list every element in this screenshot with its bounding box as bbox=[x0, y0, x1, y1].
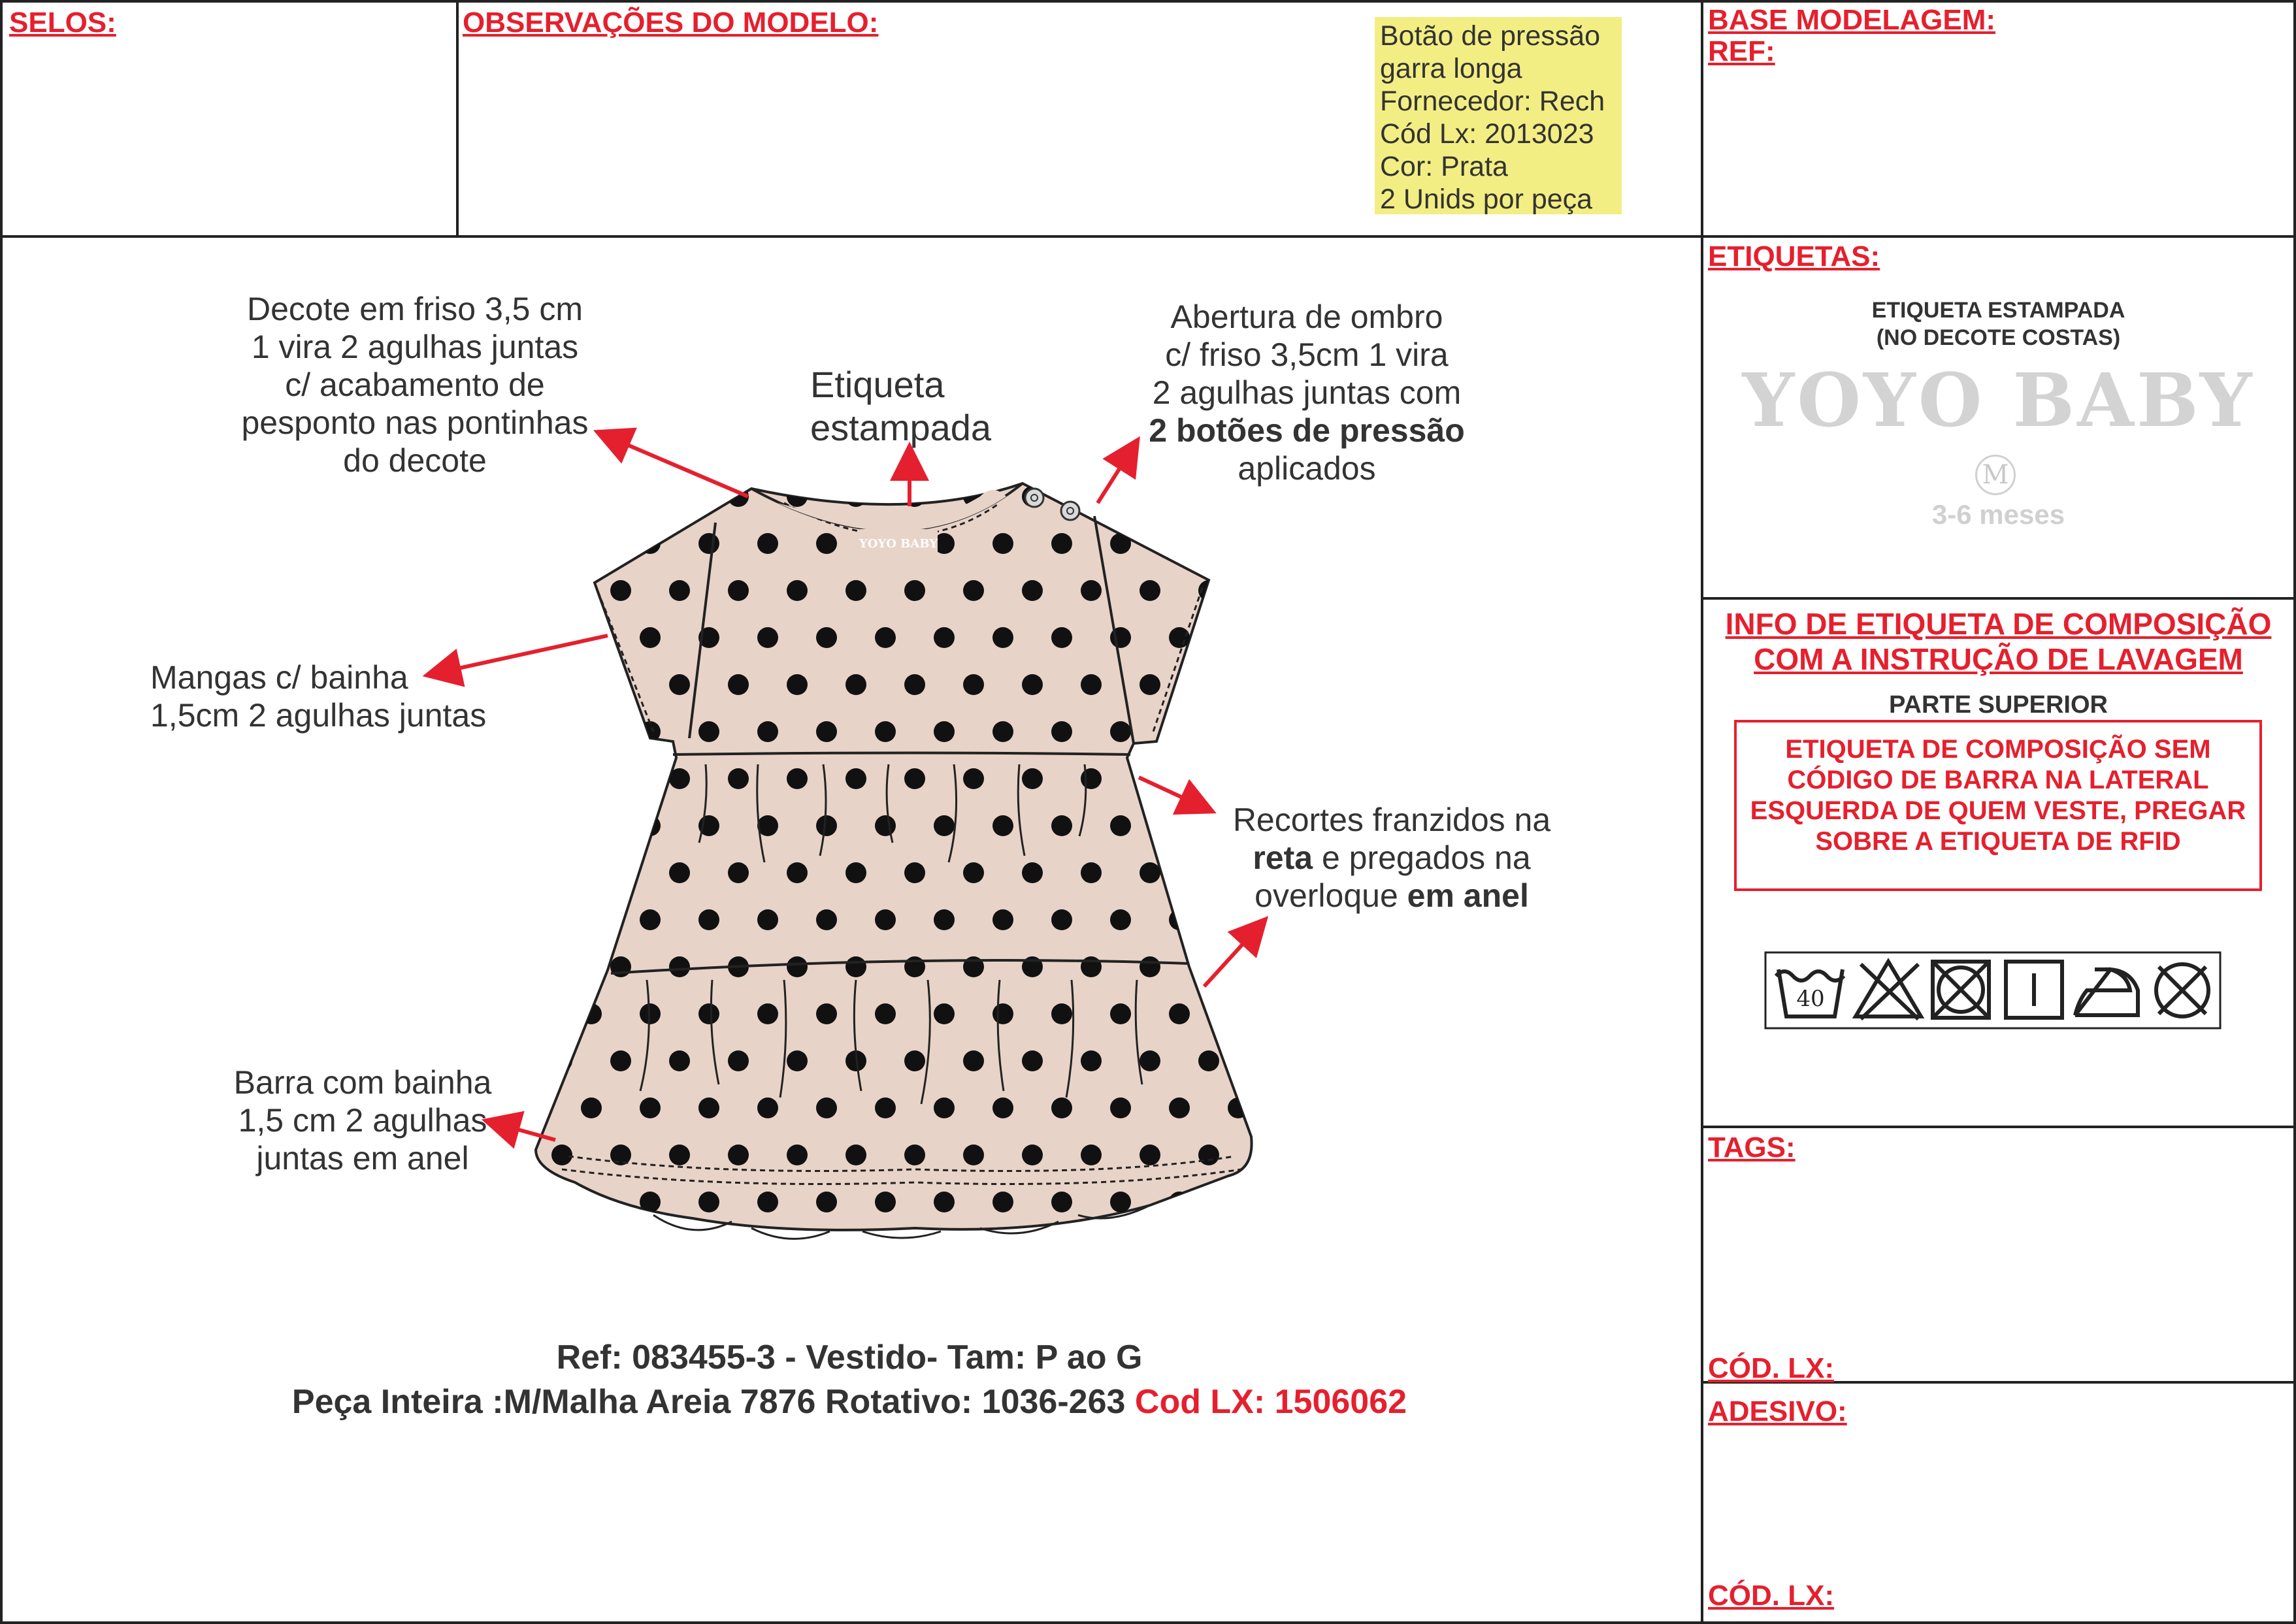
polka-dot bbox=[1140, 674, 1160, 695]
polka-dot bbox=[904, 862, 925, 883]
polka-dot bbox=[963, 1145, 984, 1165]
polka-dot bbox=[934, 1003, 955, 1024]
recortes-line: Recortes franzidos na bbox=[1232, 802, 1551, 838]
polka-dot bbox=[1022, 1145, 1043, 1165]
polka-dot bbox=[816, 1097, 837, 1118]
polka-dot bbox=[698, 909, 719, 930]
polka-dot bbox=[669, 1050, 690, 1071]
polka-dot bbox=[787, 1050, 808, 1071]
polka-dot bbox=[669, 956, 690, 977]
wash-temperature: 40 bbox=[1796, 986, 1825, 1012]
polka-dot bbox=[787, 674, 808, 695]
polka-dot bbox=[757, 1097, 778, 1118]
polka-dot bbox=[1140, 862, 1160, 883]
polka-dot bbox=[845, 1145, 866, 1165]
recortes-bold: em anel bbox=[1407, 877, 1529, 914]
polka-dot bbox=[904, 956, 925, 977]
button-note-line: Botão de pressão bbox=[1380, 20, 1601, 52]
polka-dot bbox=[934, 721, 955, 742]
polka-dot bbox=[875, 909, 896, 930]
polka-dot bbox=[551, 862, 572, 883]
polka-dot bbox=[1140, 486, 1160, 507]
polka-dot bbox=[640, 627, 661, 648]
base-modelagem-label: BASE MODELAGEM: bbox=[1708, 4, 1995, 36]
polka-dot bbox=[934, 1192, 955, 1212]
polka-dot bbox=[757, 533, 778, 554]
polka-dot bbox=[787, 956, 808, 977]
polka-dot bbox=[728, 674, 749, 695]
polka-dot bbox=[1022, 768, 1043, 789]
polka-dot bbox=[581, 533, 602, 554]
barra-line: Barra com bainha bbox=[233, 1064, 492, 1101]
polka-dot bbox=[551, 580, 572, 601]
decote-arrow bbox=[608, 436, 748, 496]
care-symbols bbox=[1764, 951, 2222, 1030]
polka-dot bbox=[787, 862, 808, 883]
reference-line: Ref: 083455-3 - Vestido- Tam: P ao G bbox=[556, 1339, 1143, 1376]
button-note-line: Cor: Prata bbox=[1380, 151, 1508, 182]
polka-dot bbox=[1198, 862, 1219, 883]
polka-dot bbox=[845, 580, 866, 601]
polka-dot bbox=[728, 768, 749, 789]
polka-dot bbox=[669, 1145, 690, 1165]
abertura-line: Abertura de ombro bbox=[1170, 299, 1443, 335]
polka-dot bbox=[1051, 1003, 1072, 1024]
polka-dot bbox=[1169, 815, 1190, 836]
observacoes-label: OBSERVAÇÕES DO MODELO: bbox=[463, 7, 879, 39]
size-letter: M bbox=[1982, 460, 2009, 490]
polka-dot bbox=[904, 768, 925, 789]
polka-dot bbox=[757, 627, 778, 648]
button-note-line: 2 Unids por peça bbox=[1380, 184, 1593, 215]
barra-line: juntas em anel bbox=[256, 1140, 469, 1177]
polka-dot bbox=[845, 768, 866, 789]
polka-dot bbox=[1140, 1145, 1160, 1165]
tags-label: TAGS: bbox=[1708, 1131, 1796, 1163]
polka-dot bbox=[610, 486, 631, 507]
composicao-title-line: INFO DE ETIQUETA DE COMPOSIÇÃO bbox=[1725, 607, 2272, 641]
tags-cod-lx-label: CÓD. LX: bbox=[1708, 1352, 1835, 1384]
polka-dot bbox=[610, 768, 631, 789]
polka-dot bbox=[1051, 1097, 1072, 1118]
polka-dot bbox=[1022, 862, 1043, 883]
composicao-instruction-box bbox=[1734, 720, 2262, 891]
polka-dot bbox=[963, 674, 984, 695]
polka-dot bbox=[669, 862, 690, 883]
polka-dot bbox=[1140, 956, 1160, 977]
etiqueta-title-line: ETIQUETA ESTAMPADA bbox=[1871, 298, 2125, 323]
polka-dot bbox=[963, 580, 984, 601]
adesivo-label: ADESIVO: bbox=[1708, 1395, 1847, 1427]
polka-dot bbox=[1081, 1145, 1102, 1165]
barra-line: 1,5 cm 2 agulhas bbox=[238, 1102, 487, 1139]
polka-dot bbox=[581, 721, 602, 742]
polka-dot bbox=[934, 1097, 955, 1118]
polka-dot bbox=[992, 1192, 1013, 1212]
selos-label: SELOS: bbox=[9, 7, 116, 39]
decote-line: pesponto nas pontinhas bbox=[241, 404, 589, 441]
composicao-title bbox=[1703, 606, 2293, 677]
mangas-line: 1,5cm 2 agulhas juntas bbox=[150, 697, 487, 734]
polka-dot bbox=[904, 580, 925, 601]
polka-dot bbox=[551, 1145, 572, 1165]
polka-dot bbox=[1081, 862, 1102, 883]
polka-dot bbox=[1228, 815, 1249, 836]
polka-dot bbox=[1169, 1003, 1190, 1024]
polka-dot bbox=[875, 815, 896, 836]
polka-dot bbox=[992, 815, 1013, 836]
polka-dot bbox=[816, 1192, 837, 1212]
polka-dot bbox=[904, 674, 925, 695]
composicao-title-line: COM A INSTRUÇÃO DE LAVAGEM bbox=[1754, 642, 2243, 676]
polka-dot bbox=[1228, 721, 1249, 742]
instruction-line: ESQUERDA DE QUEM VESTE, PREGAR bbox=[1750, 796, 2246, 825]
polka-dot bbox=[1081, 768, 1102, 789]
polka-dot bbox=[640, 815, 661, 836]
polka-dot bbox=[875, 1097, 896, 1118]
polka-dot bbox=[1198, 486, 1219, 507]
polka-dot bbox=[551, 1050, 572, 1071]
fabric-line-main: Peça Inteira :M/Malha Areia 7876 Rotativo: 1036-263 bbox=[291, 1383, 1135, 1421]
polka-dot bbox=[640, 909, 661, 930]
instruction-line: ETIQUETA DE COMPOSIÇÃO SEM bbox=[1785, 735, 2211, 764]
polka-dot bbox=[610, 862, 631, 883]
polka-dot bbox=[1228, 909, 1249, 930]
polka-dot bbox=[875, 721, 896, 742]
polka-dot bbox=[934, 909, 955, 930]
polka-dot bbox=[1110, 1097, 1131, 1118]
polka-dot bbox=[728, 1050, 749, 1071]
recortes-start: overloque bbox=[1255, 877, 1407, 914]
polka-dot bbox=[757, 1003, 778, 1024]
polka-dot bbox=[728, 862, 749, 883]
polka-dot bbox=[992, 1003, 1013, 1024]
polka-dot bbox=[581, 1003, 602, 1024]
abertura-line: 2 agulhas juntas com bbox=[1152, 374, 1462, 411]
polka-dot bbox=[992, 627, 1013, 648]
polka-dot bbox=[1081, 1050, 1102, 1071]
brand-logo: YOYO BABY bbox=[1742, 358, 2255, 444]
polka-dot bbox=[1081, 956, 1102, 977]
size-badge bbox=[1975, 455, 2016, 495]
polka-dot bbox=[816, 1003, 837, 1024]
age-range: 3-6 meses bbox=[1931, 499, 2065, 530]
etiqueta-estampada-title bbox=[1703, 297, 2293, 351]
polka-dot bbox=[1051, 1192, 1072, 1212]
abertura-line: aplicados bbox=[1238, 450, 1376, 487]
polka-dot bbox=[1110, 1003, 1131, 1024]
polka-dot bbox=[1081, 674, 1102, 695]
polka-dot bbox=[816, 533, 837, 554]
polka-dot bbox=[1198, 674, 1219, 695]
mangas-arrow bbox=[438, 636, 608, 673]
polka-dot bbox=[1051, 533, 1072, 554]
etiqueta-title-line: (NO DECOTE COSTAS) bbox=[1876, 325, 2121, 350]
button-note-line: Cód Lx: 2013023 bbox=[1380, 118, 1594, 150]
polka-dot bbox=[1022, 1050, 1043, 1071]
polka-dot bbox=[669, 674, 690, 695]
mangas-line: Mangas c/ bainha bbox=[150, 659, 408, 696]
polka-dot bbox=[816, 815, 837, 836]
polka-dot bbox=[992, 721, 1013, 742]
parte-superior-label: PARTE SUPERIOR bbox=[1888, 691, 2108, 719]
polka-dot bbox=[787, 580, 808, 601]
decote-line: Decote em friso 3,5 cm bbox=[246, 291, 583, 327]
polka-dot bbox=[669, 486, 690, 507]
polka-dot bbox=[698, 1097, 719, 1118]
polka-dot bbox=[698, 1003, 719, 1024]
polka-dot bbox=[1228, 1192, 1249, 1212]
decote-line: 1 vira 2 agulhas juntas bbox=[251, 329, 579, 365]
polka-dot bbox=[963, 1050, 984, 1071]
polka-dot bbox=[581, 815, 602, 836]
recortes-top-arrow bbox=[1139, 777, 1202, 807]
polka-dot bbox=[669, 768, 690, 789]
instruction-line: SOBRE A ETIQUETA DE RFID bbox=[1815, 827, 2181, 856]
polka-dot bbox=[816, 627, 837, 648]
cod-lx-value: Cod LX: 1506062 bbox=[1134, 1383, 1407, 1421]
polka-dot bbox=[640, 1097, 661, 1118]
polka-dot bbox=[610, 580, 631, 601]
polka-dot bbox=[728, 1145, 749, 1165]
polka-dot bbox=[963, 862, 984, 883]
polka-dot bbox=[845, 862, 866, 883]
polka-dot bbox=[1051, 627, 1072, 648]
polka-dot bbox=[698, 721, 719, 742]
polka-dot bbox=[1169, 721, 1190, 742]
composicao-bottom-divider bbox=[1701, 1126, 2296, 1128]
polka-dot bbox=[1198, 1145, 1219, 1165]
polka-dot bbox=[728, 580, 749, 601]
polka-dot bbox=[1169, 909, 1190, 930]
polka-dot bbox=[640, 1003, 661, 1024]
polka-dot bbox=[934, 815, 955, 836]
polka-dot bbox=[1228, 1003, 1249, 1024]
polka-dot bbox=[1228, 627, 1249, 648]
polka-dot bbox=[698, 533, 719, 554]
etiqueta-line: estampada bbox=[810, 407, 992, 448]
polka-dot bbox=[698, 1192, 719, 1212]
polka-dot bbox=[816, 909, 837, 930]
polka-dot bbox=[1110, 1192, 1131, 1212]
polka-dot bbox=[787, 1145, 808, 1165]
polka-dot bbox=[963, 768, 984, 789]
recortes-bold: reta bbox=[1253, 839, 1313, 876]
button-note-line: garra longa bbox=[1380, 53, 1522, 84]
polka-dot bbox=[610, 1050, 631, 1071]
polka-dot bbox=[1110, 721, 1131, 742]
polka-dot bbox=[1198, 768, 1219, 789]
polka-dot bbox=[757, 1192, 778, 1212]
polka-dot bbox=[1110, 533, 1131, 554]
abertura-arrow bbox=[1098, 449, 1132, 503]
polka-dot bbox=[875, 627, 896, 648]
abertura-line: c/ friso 3,5cm 1 vira bbox=[1165, 336, 1449, 373]
polka-dot bbox=[1110, 909, 1131, 930]
snap-button-icon bbox=[1061, 502, 1079, 520]
polka-dot bbox=[551, 956, 572, 977]
polka-dot bbox=[1022, 580, 1043, 601]
decote-line: do decote bbox=[343, 442, 487, 479]
polka-dot bbox=[1081, 486, 1102, 507]
polka-dot bbox=[992, 1097, 1013, 1118]
polka-dot bbox=[757, 909, 778, 930]
polka-dot bbox=[845, 674, 866, 695]
etiquetas-label: ETIQUETAS: bbox=[1708, 240, 1880, 272]
polka-dot bbox=[581, 1097, 602, 1118]
neck-label-text: YOYO BABY bbox=[859, 537, 938, 551]
polka-dot bbox=[992, 533, 1013, 554]
polka-dot bbox=[904, 1050, 925, 1071]
etiquetas-bottom-divider bbox=[1701, 597, 2296, 600]
abertura-line-bold: 2 botões de pressão bbox=[1149, 412, 1465, 449]
polka-dot bbox=[816, 721, 837, 742]
instruction-line: CÓDIGO DE BARRA NA LATERAL bbox=[1787, 766, 2209, 794]
dress-body bbox=[536, 483, 1252, 1239]
recortes-bottom-arrow bbox=[1204, 928, 1258, 986]
polka-dot bbox=[1022, 674, 1043, 695]
fabric-line bbox=[0, 1382, 1699, 1421]
polka-dot bbox=[581, 909, 602, 930]
polka-dot bbox=[757, 721, 778, 742]
polka-dot bbox=[1051, 721, 1072, 742]
polka-dot bbox=[875, 1003, 896, 1024]
polka-dot bbox=[992, 909, 1013, 930]
polka-dot bbox=[787, 768, 808, 789]
polka-dot bbox=[904, 1145, 925, 1165]
polka-dot bbox=[934, 627, 955, 648]
snap-button-icon bbox=[1025, 489, 1043, 507]
polka-dot bbox=[551, 674, 572, 695]
polka-dot bbox=[669, 580, 690, 601]
polka-dot bbox=[551, 486, 572, 507]
polka-dot bbox=[1169, 1097, 1190, 1118]
etiqueta-line: Etiqueta bbox=[810, 364, 945, 405]
polka-dot bbox=[1051, 909, 1072, 930]
polka-dot bbox=[1051, 815, 1072, 836]
polka-dot bbox=[1110, 815, 1131, 836]
decote-line: c/ acabamento de bbox=[285, 366, 545, 403]
button-note-line: Fornecedor: Rech bbox=[1380, 86, 1605, 117]
polka-dot bbox=[1140, 1050, 1160, 1071]
recortes-rest: e pregados na bbox=[1313, 839, 1531, 876]
polka-dot bbox=[1169, 533, 1190, 554]
polka-dot bbox=[845, 956, 866, 977]
polka-dot bbox=[551, 768, 572, 789]
polka-dot bbox=[1081, 580, 1102, 601]
ref-label: REF: bbox=[1708, 35, 1775, 67]
polka-dot bbox=[1140, 580, 1160, 601]
polka-dot bbox=[1169, 627, 1190, 648]
polka-dot bbox=[1228, 533, 1249, 554]
adesivo-cod-lx-label: CÓD. LX: bbox=[1708, 1580, 1835, 1612]
polka-dot bbox=[1198, 1050, 1219, 1071]
polka-dot bbox=[875, 1192, 896, 1212]
